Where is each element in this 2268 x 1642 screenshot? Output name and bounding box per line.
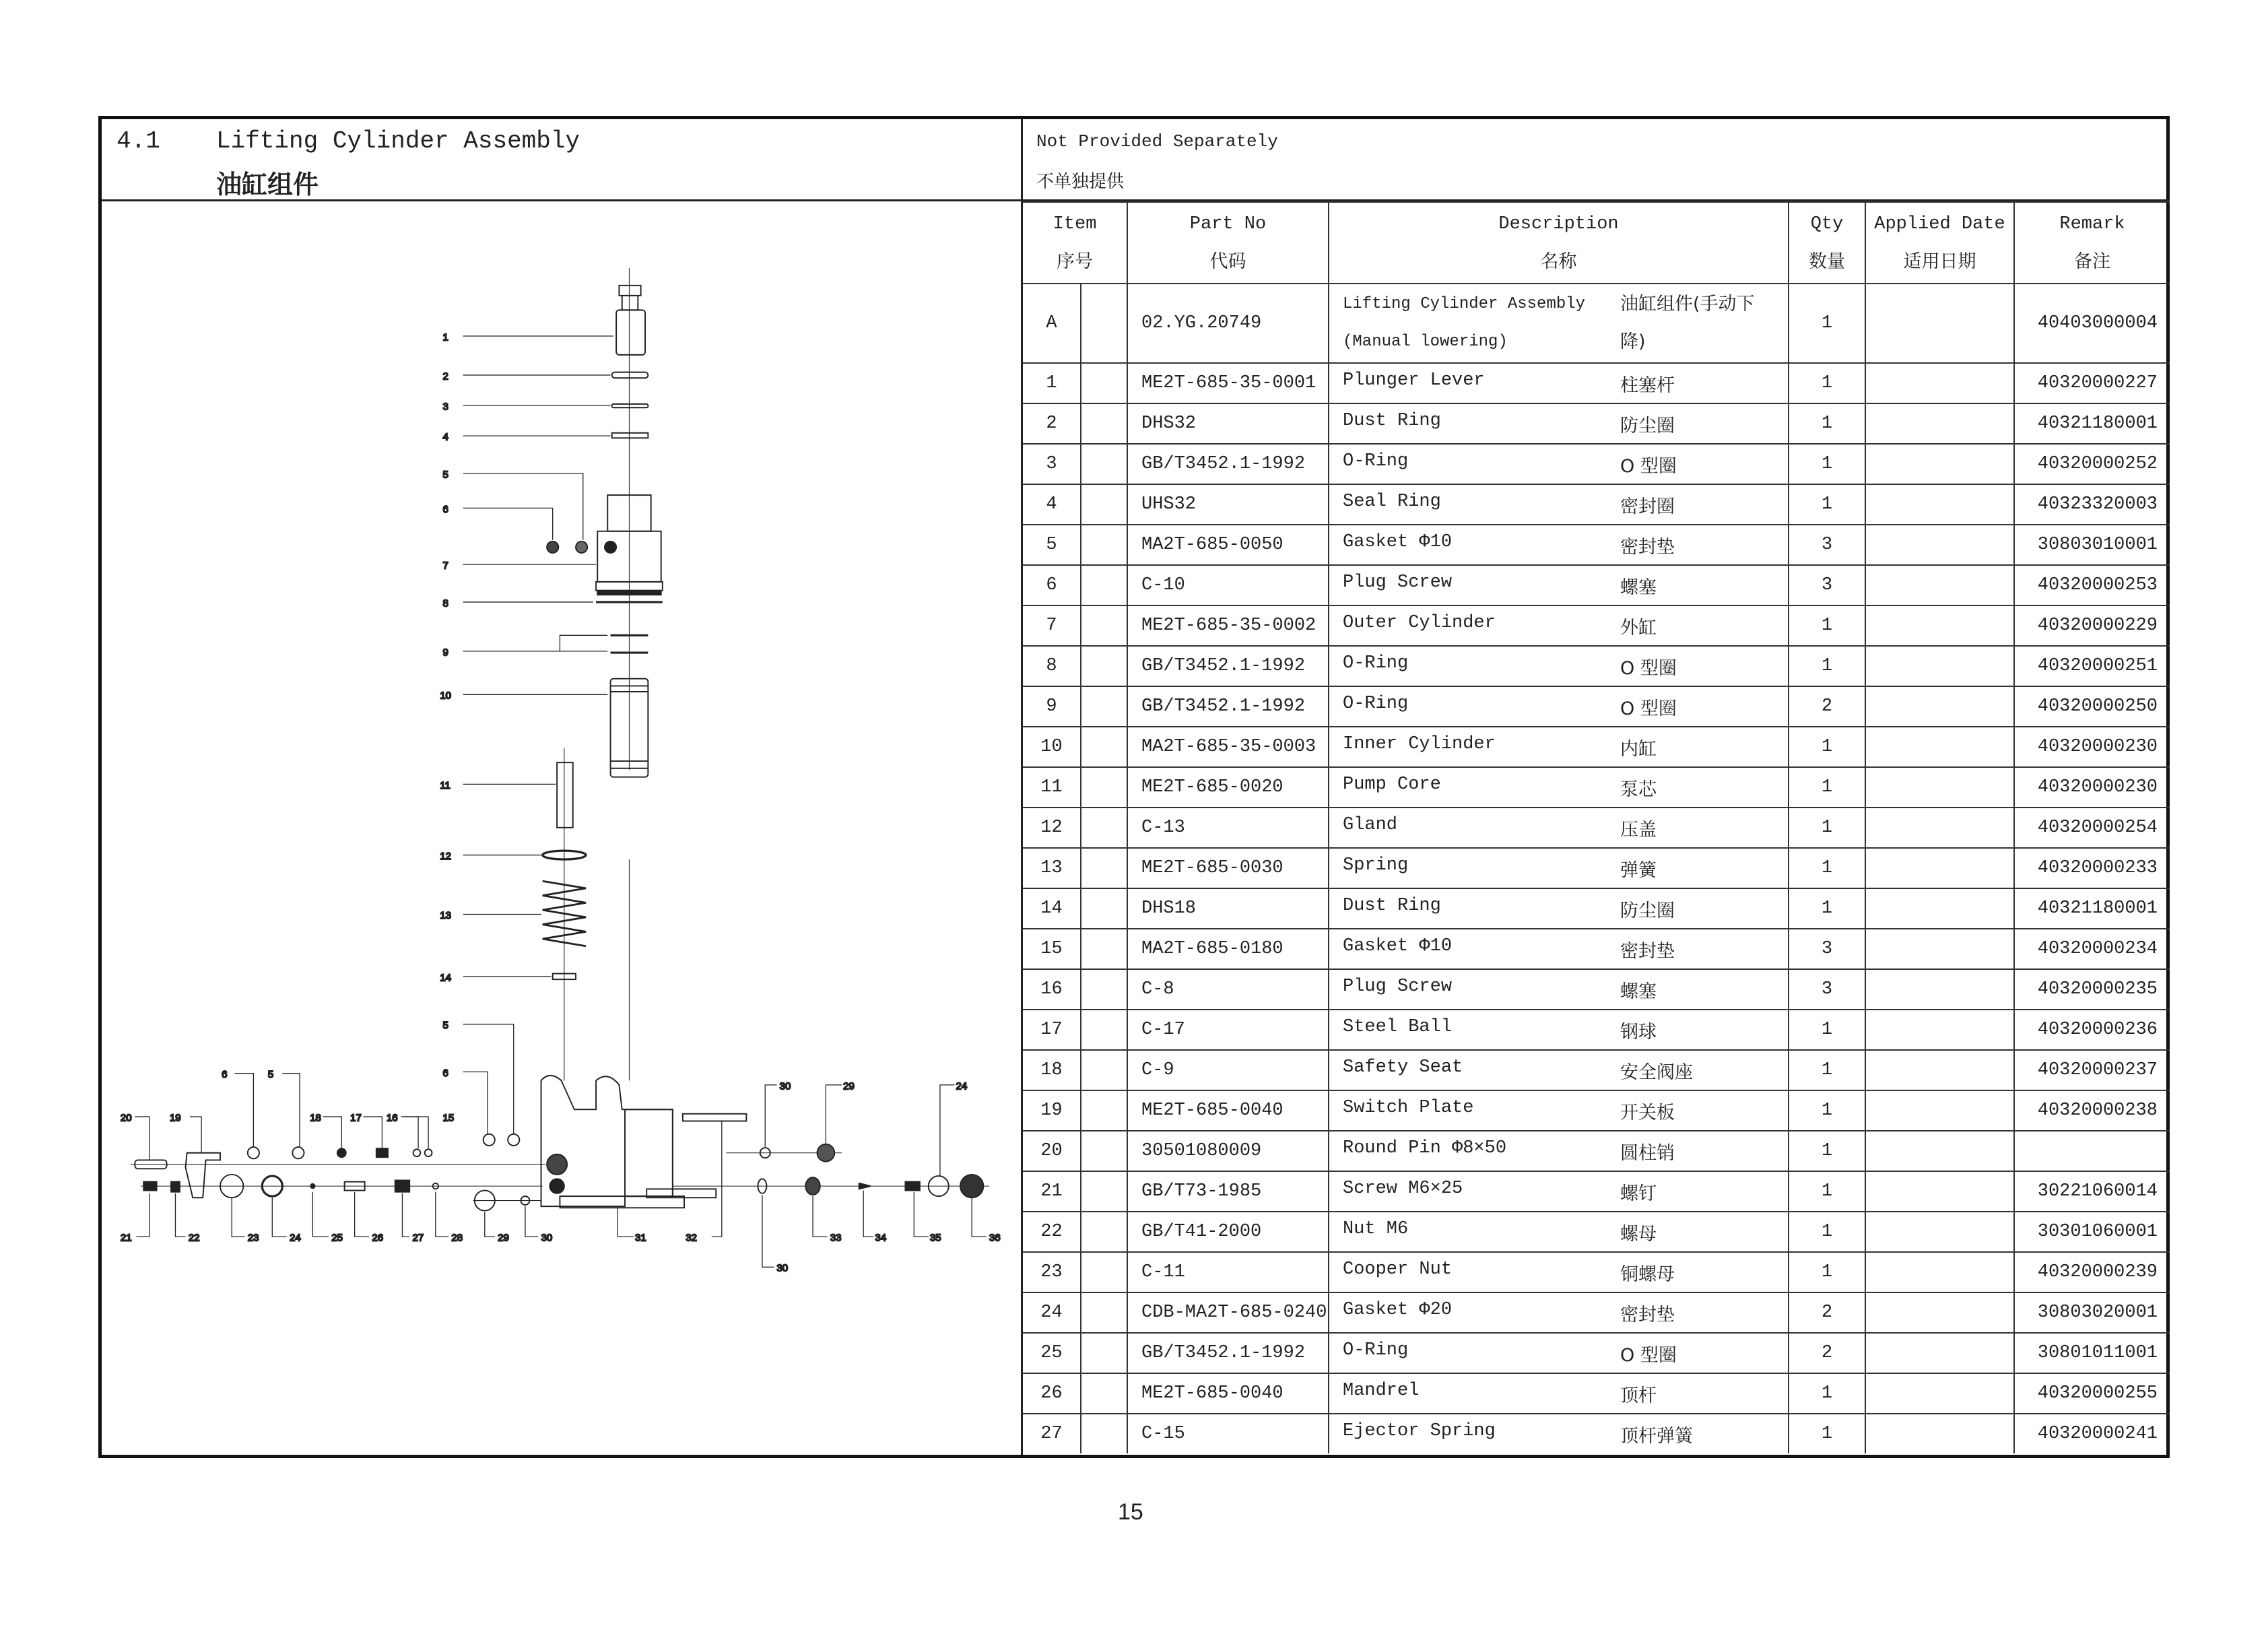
table-row xyxy=(1023,1131,2170,1171)
callout-label: 12 xyxy=(440,851,451,863)
table-row xyxy=(1023,363,2170,403)
callout-label: 30 xyxy=(779,1080,791,1092)
remark: 40320000253 xyxy=(2014,565,2170,605)
table-row xyxy=(1023,888,2170,929)
table-row xyxy=(1023,1333,2170,1373)
quantity: 1 xyxy=(1789,1414,1865,1453)
applied-date xyxy=(1865,1171,2014,1212)
diagram-panel xyxy=(102,119,1023,1455)
part-number: GB/T3452.1-1992 xyxy=(1127,1333,1329,1373)
description: Plug Screw 螺塞 xyxy=(1329,565,1789,605)
exploded-view-diagram xyxy=(102,201,1020,1458)
part-number: ME2T-685-0030 xyxy=(1127,848,1329,888)
quantity: 1 xyxy=(1789,605,1865,646)
applied-date xyxy=(1865,1090,2014,1131)
item-number: 7 xyxy=(1023,605,1081,646)
remark: 40320000250 xyxy=(2014,686,2170,727)
part-number: DHS32 xyxy=(1127,403,1329,444)
quantity: 2 xyxy=(1789,1333,1865,1373)
part-number: CDB-MA2T-685-0240 xyxy=(1127,1292,1329,1333)
item-number: 23 xyxy=(1023,1252,1081,1292)
remark: 40320000237 xyxy=(2014,1050,2170,1090)
part-number: MA2T-685-0180 xyxy=(1127,929,1329,969)
part-number: C-15 xyxy=(1127,1414,1329,1453)
applied-date xyxy=(1865,1010,2014,1050)
part-number: 30501080009 xyxy=(1127,1131,1329,1171)
item-number: 26 xyxy=(1023,1373,1081,1414)
quantity: 3 xyxy=(1789,929,1865,969)
col-item: Item 序号 xyxy=(1023,202,1127,284)
description: Inner Cylinder 内缸 xyxy=(1329,727,1789,767)
callout-label: 20 xyxy=(120,1112,132,1124)
callout-label: 34 xyxy=(875,1232,887,1244)
table-row xyxy=(1023,1090,2170,1131)
quantity: 1 xyxy=(1789,1171,1865,1212)
applied-date xyxy=(1865,403,2014,444)
callout-label: 2 xyxy=(442,370,448,383)
callout-label: 7 xyxy=(442,560,448,572)
part-number: ME2T-685-35-0002 xyxy=(1127,605,1329,646)
remark: 40321180001 xyxy=(2014,888,2170,929)
description: Nut M6 螺母 xyxy=(1329,1212,1789,1252)
callout-label: 9 xyxy=(442,647,448,659)
applied-date xyxy=(1865,565,2014,605)
callout-label: 15 xyxy=(442,1112,455,1124)
section-header xyxy=(102,119,1021,201)
item-number: 3 xyxy=(1023,444,1081,484)
remark: 40320000241 xyxy=(2014,1414,2170,1453)
quantity: 3 xyxy=(1789,969,1865,1010)
callout-label: 5 xyxy=(442,1020,448,1032)
callout-label: 25 xyxy=(331,1232,343,1244)
table-row xyxy=(1023,1171,2170,1212)
part-number: C-9 xyxy=(1127,1050,1329,1090)
section-title-cn: 油缸组件 xyxy=(216,170,319,199)
quantity: 2 xyxy=(1789,686,1865,727)
part-number: C-11 xyxy=(1127,1252,1329,1292)
part-number: ME2T-685-0040 xyxy=(1127,1373,1329,1414)
callout-label: 3 xyxy=(442,401,448,413)
description: Gasket Φ20 密封垫 xyxy=(1329,1292,1789,1333)
description: Plug Screw 螺塞 xyxy=(1329,969,1789,1010)
callout-label: 24 xyxy=(956,1080,968,1092)
applied-date xyxy=(1865,484,2014,525)
quantity: 1 xyxy=(1789,444,1865,484)
note-en: Not Provided Separately xyxy=(1036,131,1278,152)
remark: 40320000239 xyxy=(2014,1252,2170,1292)
table-row-assembly: A 02.YG.20749 Lifting Cylinder Assembly (Manual lowering) 油缸组件(手动下 降) 1 40403000004 xyxy=(1023,284,2170,363)
item-number: 6 xyxy=(1023,565,1081,605)
callout-label: 22 xyxy=(188,1232,200,1244)
item-number: 12 xyxy=(1023,808,1081,848)
part-number: ME2T-685-35-0001 xyxy=(1127,363,1329,403)
remark: 30803020001 xyxy=(2014,1292,2170,1333)
remark: 40320000235 xyxy=(2014,969,2170,1010)
description: Gasket Φ10 密封垫 xyxy=(1329,929,1789,969)
quantity: 1 xyxy=(1789,727,1865,767)
item-number: 22 xyxy=(1023,1212,1081,1252)
callout-label: 1 xyxy=(442,331,448,343)
col-remark: Remark 备注 xyxy=(2014,202,2170,284)
callout-label: 23 xyxy=(247,1232,259,1244)
parts-table xyxy=(1023,201,2170,1453)
callout-label: 36 xyxy=(989,1232,1001,1244)
description: Gasket Φ10 密封垫 xyxy=(1329,525,1789,565)
callout-label: 21 xyxy=(120,1232,132,1244)
description: Dust Ring 防尘圈 xyxy=(1329,888,1789,929)
item-number: 11 xyxy=(1023,767,1081,808)
description: Gland 压盖 xyxy=(1329,808,1789,848)
item-number: 9 xyxy=(1023,686,1081,727)
remark: 40320000251 xyxy=(2014,646,2170,686)
quantity: 1 xyxy=(1789,1212,1865,1252)
parts-sheet xyxy=(98,116,2170,1458)
callout-label: 19 xyxy=(169,1112,181,1124)
remark: 40323320003 xyxy=(2014,484,2170,525)
remark: 40320000233 xyxy=(2014,848,2170,888)
remark: 30221060014 xyxy=(2014,1171,2170,1212)
remark: 40320000238 xyxy=(2014,1090,2170,1131)
table-row xyxy=(1023,686,2170,727)
callout-label: 10 xyxy=(440,690,451,702)
quantity: 1 xyxy=(1789,403,1865,444)
table-row xyxy=(1023,727,2170,767)
callout-label: 6 xyxy=(442,1067,448,1079)
callout-label: 5 xyxy=(442,469,448,481)
table-row xyxy=(1023,444,2170,484)
table-row xyxy=(1023,767,2170,808)
table-row xyxy=(1023,1373,2170,1414)
table-row xyxy=(1023,565,2170,605)
part-number: C-10 xyxy=(1127,565,1329,605)
part-number: MA2T-685-0050 xyxy=(1127,525,1329,565)
table-row xyxy=(1023,1252,2170,1292)
item-number: 18 xyxy=(1023,1050,1081,1090)
part-number: C-17 xyxy=(1127,1010,1329,1050)
applied-date xyxy=(1865,888,2014,929)
callout-label: 14 xyxy=(440,972,451,984)
callout-label: 17 xyxy=(350,1112,362,1124)
quantity: 1 xyxy=(1789,767,1865,808)
table-row xyxy=(1023,484,2170,525)
note-cn: 不单独提供 xyxy=(1036,172,1125,192)
callout-label: 11 xyxy=(440,779,451,791)
table-row xyxy=(1023,1212,2170,1252)
item-number: 17 xyxy=(1023,1010,1081,1050)
applied-date xyxy=(1865,525,2014,565)
quantity: 1 xyxy=(1789,484,1865,525)
col-part-no: Part No 代码 xyxy=(1127,202,1329,284)
part-number: GB/T3452.1-1992 xyxy=(1127,686,1329,727)
section-number: 4.1 xyxy=(116,127,160,155)
item-number: 2 xyxy=(1023,403,1081,444)
callout-label: 30 xyxy=(776,1262,789,1274)
part-number: GB/T41-2000 xyxy=(1127,1212,1329,1252)
availability-note xyxy=(1023,119,2170,201)
description: O-Ring O 型圈 xyxy=(1329,646,1789,686)
table-row xyxy=(1023,848,2170,888)
item-number: 4 xyxy=(1023,484,1081,525)
applied-date xyxy=(1865,1333,2014,1373)
remark: 40320000236 xyxy=(2014,1010,2170,1050)
quantity: 1 xyxy=(1789,1131,1865,1171)
table-header xyxy=(1023,202,2170,284)
remark: 40320000227 xyxy=(2014,363,2170,403)
item-number: 15 xyxy=(1023,929,1081,969)
part-number: DHS18 xyxy=(1127,888,1329,929)
table-row xyxy=(1023,1292,2170,1333)
quantity: 1 xyxy=(1789,1050,1865,1090)
applied-date xyxy=(1865,1373,2014,1414)
item-number: 13 xyxy=(1023,848,1081,888)
applied-date xyxy=(1865,727,2014,767)
table-row xyxy=(1023,1010,2170,1050)
quantity: 1 xyxy=(1789,1010,1865,1050)
callout-label: 26 xyxy=(372,1232,384,1244)
description: Safety Seat 安全阀座 xyxy=(1329,1050,1789,1090)
part-number: GB/T3452.1-1992 xyxy=(1127,444,1329,484)
remark: 40320000252 xyxy=(2014,444,2170,484)
item-number: 20 xyxy=(1023,1131,1081,1171)
applied-date xyxy=(1865,605,2014,646)
callout-label: 30 xyxy=(541,1232,553,1244)
applied-date xyxy=(1865,363,2014,403)
callout-label: 6 xyxy=(442,503,448,515)
table-row xyxy=(1023,403,2170,444)
applied-date xyxy=(1865,969,2014,1010)
section-title: Lifting Cylinder Assembly xyxy=(216,127,580,155)
quantity: 1 xyxy=(1789,1252,1865,1292)
col-description: Description 名称 xyxy=(1329,202,1789,284)
description: O-Ring O 型圈 xyxy=(1329,1333,1789,1373)
description: O-Ring O 型圈 xyxy=(1329,444,1789,484)
remark: 40320000255 xyxy=(2014,1373,2170,1414)
part-number: C-13 xyxy=(1127,808,1329,848)
callout-label: 35 xyxy=(929,1232,941,1244)
description: Ejector Spring 顶杆弹簧 xyxy=(1329,1414,1789,1453)
remark: 40320000234 xyxy=(2014,929,2170,969)
applied-date xyxy=(1865,1414,2014,1453)
quantity: 1 xyxy=(1789,888,1865,929)
description: Mandrel 顶杆 xyxy=(1329,1373,1789,1414)
quantity: 1 xyxy=(1789,646,1865,686)
applied-date xyxy=(1865,929,2014,969)
callout-label: 32 xyxy=(686,1232,697,1244)
applied-date xyxy=(1865,767,2014,808)
part-number: MA2T-685-35-0003 xyxy=(1127,727,1329,767)
remark: 40321180001 xyxy=(2014,403,2170,444)
applied-date xyxy=(1865,686,2014,727)
callout-label: 24 xyxy=(290,1232,301,1244)
remark: 40320000230 xyxy=(2014,727,2170,767)
description: O-Ring O 型圈 xyxy=(1329,686,1789,727)
remark: 30301060001 xyxy=(2014,1212,2170,1252)
quantity: 1 xyxy=(1789,363,1865,403)
page-number: 15 xyxy=(1118,1499,1143,1525)
quantity: 3 xyxy=(1789,525,1865,565)
item-number: 5 xyxy=(1023,525,1081,565)
item-number: 24 xyxy=(1023,1292,1081,1333)
description: Switch Plate 开关板 xyxy=(1329,1090,1789,1131)
callout-label: 8 xyxy=(442,597,448,610)
applied-date xyxy=(1865,1050,2014,1090)
quantity: 2 xyxy=(1789,1292,1865,1333)
table-row xyxy=(1023,1414,2170,1453)
part-number: UHS32 xyxy=(1127,484,1329,525)
part-number: GB/T73-1985 xyxy=(1127,1171,1329,1212)
col-applied-date: Applied Date 适用日期 xyxy=(1865,202,2014,284)
item-number: 8 xyxy=(1023,646,1081,686)
quantity: 1 xyxy=(1789,848,1865,888)
applied-date xyxy=(1865,1292,2014,1333)
table-row xyxy=(1023,525,2170,565)
applied-date xyxy=(1865,1131,2014,1171)
applied-date xyxy=(1865,444,2014,484)
callout-label: 13 xyxy=(440,910,451,922)
col-qty: Qty 数量 xyxy=(1789,202,1865,284)
table-row xyxy=(1023,605,2170,646)
part-number: C-8 xyxy=(1127,969,1329,1010)
callout-label: 28 xyxy=(451,1232,463,1244)
callout-label: 27 xyxy=(412,1232,424,1244)
remark: 30801011001 xyxy=(2014,1333,2170,1373)
description: Round Pin Φ8×50 圆柱销 xyxy=(1329,1131,1789,1171)
description: Steel Ball 钢球 xyxy=(1329,1010,1789,1050)
callout-label: 4 xyxy=(442,431,448,443)
description: Dust Ring 防尘圈 xyxy=(1329,403,1789,444)
description: Outer Cylinder 外缸 xyxy=(1329,605,1789,646)
item-number: 14 xyxy=(1023,888,1081,929)
remark: 40320000254 xyxy=(2014,808,2170,848)
quantity: 1 xyxy=(1789,808,1865,848)
description: Screw M6×25 螺钉 xyxy=(1329,1171,1789,1212)
description: Spring 弹簧 xyxy=(1329,848,1789,888)
description: Plunger Lever 柱塞杆 xyxy=(1329,363,1789,403)
item-number: 1 xyxy=(1023,363,1081,403)
applied-date xyxy=(1865,848,2014,888)
remark: 40320000230 xyxy=(2014,767,2170,808)
item-number: 21 xyxy=(1023,1171,1081,1212)
table-row xyxy=(1023,969,2170,1010)
quantity: 1 xyxy=(1789,1090,1865,1131)
callout-label: 18 xyxy=(310,1112,321,1124)
remark: 30803010001 xyxy=(2014,525,2170,565)
item-number: 16 xyxy=(1023,969,1081,1010)
item-number: 27 xyxy=(1023,1414,1081,1453)
callout-label: 16 xyxy=(386,1112,398,1124)
callout-label: 5 xyxy=(267,1069,274,1081)
description: Seal Ring 密封圈 xyxy=(1329,484,1789,525)
part-number: ME2T-685-0040 xyxy=(1127,1090,1329,1131)
callout-label: 29 xyxy=(843,1080,855,1092)
item-number: 10 xyxy=(1023,727,1081,767)
remark: 40320000229 xyxy=(2014,605,2170,646)
part-number: ME2T-685-0020 xyxy=(1127,767,1329,808)
callout-label: 33 xyxy=(830,1232,842,1244)
callout-label: 29 xyxy=(498,1232,509,1244)
callout-label: 6 xyxy=(222,1069,228,1081)
description: Pump Core 泵芯 xyxy=(1329,767,1789,808)
quantity: 1 xyxy=(1789,1373,1865,1414)
item-number: 25 xyxy=(1023,1333,1081,1373)
applied-date xyxy=(1865,808,2014,848)
callout-label: 31 xyxy=(635,1232,646,1244)
table-row xyxy=(1023,646,2170,686)
quantity: 3 xyxy=(1789,565,1865,605)
applied-date xyxy=(1865,646,2014,686)
applied-date xyxy=(1865,1212,2014,1252)
parts-list-panel xyxy=(1023,119,2170,1455)
description: Cooper Nut 铜螺母 xyxy=(1329,1252,1789,1292)
applied-date xyxy=(1865,1252,2014,1292)
item-number: 19 xyxy=(1023,1090,1081,1131)
remark xyxy=(2014,1131,2170,1171)
table-row xyxy=(1023,808,2170,848)
table-row xyxy=(1023,1050,2170,1090)
part-number: GB/T3452.1-1992 xyxy=(1127,646,1329,686)
table-row xyxy=(1023,929,2170,969)
